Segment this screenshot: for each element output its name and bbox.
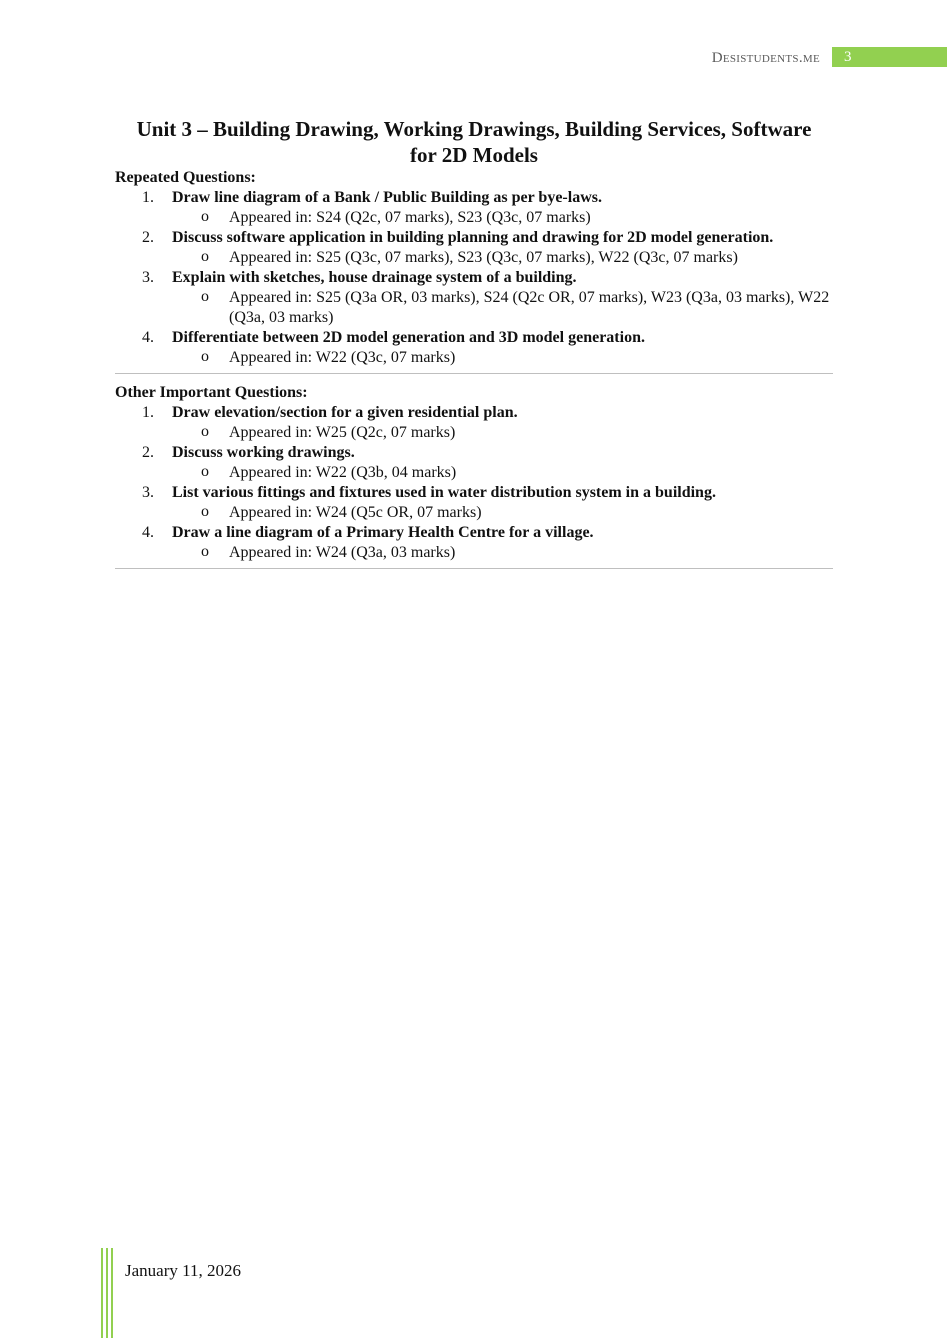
repeated-question-1-appeared <box>115 208 833 228</box>
appeared-text: Appeared in: S25 (Q3a OR, 03 marks), S24 (Q2c OR, 07 marks), W23 (Q3a, 03 marks), W22 (Q3a, 03 marks) <box>229 289 830 326</box>
other-question-4 <box>115 523 833 543</box>
question-number: 4. <box>142 329 154 346</box>
appeared-text: Appeared in: W25 (Q2c, 07 marks) <box>229 424 456 441</box>
unit-title <box>115 116 833 168</box>
appeared-text: Appeared in: W24 (Q5c OR, 07 marks) <box>229 504 482 521</box>
repeated-questions-heading: Repeated Questions: <box>115 169 256 186</box>
repeated-question-3 <box>115 268 833 288</box>
page-number: 3 <box>844 49 852 65</box>
repeated-question-4-appeared <box>115 348 833 368</box>
other-question-1 <box>115 403 833 423</box>
question-text: Discuss working drawings. <box>172 444 355 461</box>
section-divider <box>115 568 833 569</box>
repeated-question-2-appeared <box>115 248 833 268</box>
question-text: Draw line diagram of a Bank / Public Building as per bye-laws. <box>172 189 602 206</box>
other-questions-heading: Other Important Questions: <box>115 384 308 401</box>
question-text: Draw elevation/section for a given residential plan. <box>172 404 518 421</box>
bullet-icon: o <box>201 423 209 440</box>
question-number: 1. <box>142 404 154 421</box>
repeated-question-3-appeared <box>115 288 833 328</box>
bullet-icon: o <box>201 503 209 520</box>
other-question-1-appeared <box>115 423 833 443</box>
question-text: Draw a line diagram of a Primary Health Centre for a village. <box>172 524 594 541</box>
unit-title-line-2: for 2D Models <box>410 143 538 167</box>
bullet-icon: o <box>201 208 209 225</box>
question-number: 4. <box>142 524 154 541</box>
question-text: Discuss software application in building planning and drawing for 2D model generation. <box>172 229 774 246</box>
appeared-text: Appeared in: S25 (Q3c, 07 marks), S23 (Q3c, 07 marks), W22 (Q3c, 07 marks) <box>229 249 738 266</box>
repeated-question-4 <box>115 328 833 348</box>
other-question-2-appeared <box>115 463 833 483</box>
appeared-text: Appeared in: W24 (Q3a, 03 marks) <box>229 544 456 561</box>
other-question-4-appeared <box>115 543 833 563</box>
appeared-text: Appeared in: S24 (Q2c, 07 marks), S23 (Q3c, 07 marks) <box>229 209 591 226</box>
question-number: 3. <box>142 269 154 286</box>
other-question-3-appeared <box>115 503 833 523</box>
repeated-question-1 <box>115 188 833 208</box>
bullet-icon: o <box>201 288 209 305</box>
bullet-icon: o <box>201 463 209 480</box>
question-number: 2. <box>142 229 154 246</box>
bullet-icon: o <box>201 348 209 365</box>
question-text: List various fittings and fixtures used in water distribution system in a building. <box>172 484 716 501</box>
page-content <box>115 116 833 569</box>
footer-date: January 11, 2026 <box>125 1261 241 1280</box>
appeared-text: Appeared in: W22 (Q3b, 04 marks) <box>229 464 457 481</box>
question-number: 3. <box>142 484 154 501</box>
footer-accent-bars <box>101 1248 115 1338</box>
other-question-2 <box>115 443 833 463</box>
question-text: Differentiate between 2D model generation and 3D model generation. <box>172 329 645 346</box>
page-number-box <box>832 47 947 67</box>
repeated-question-2 <box>115 228 833 248</box>
unit-title-line-1: Unit 3 – Building Drawing, Working Drawings, Building Services, Software <box>136 117 812 141</box>
question-number: 2. <box>142 444 154 461</box>
question-number: 1. <box>142 189 154 206</box>
question-text: Explain with sketches, house drainage system of a building. <box>172 269 577 286</box>
header-site-name: Desistudents.me <box>711 50 820 66</box>
bullet-icon: o <box>201 248 209 265</box>
appeared-text: Appeared in: W22 (Q3c, 07 marks) <box>229 349 456 366</box>
bullet-icon: o <box>201 543 209 560</box>
other-question-3 <box>115 483 833 503</box>
